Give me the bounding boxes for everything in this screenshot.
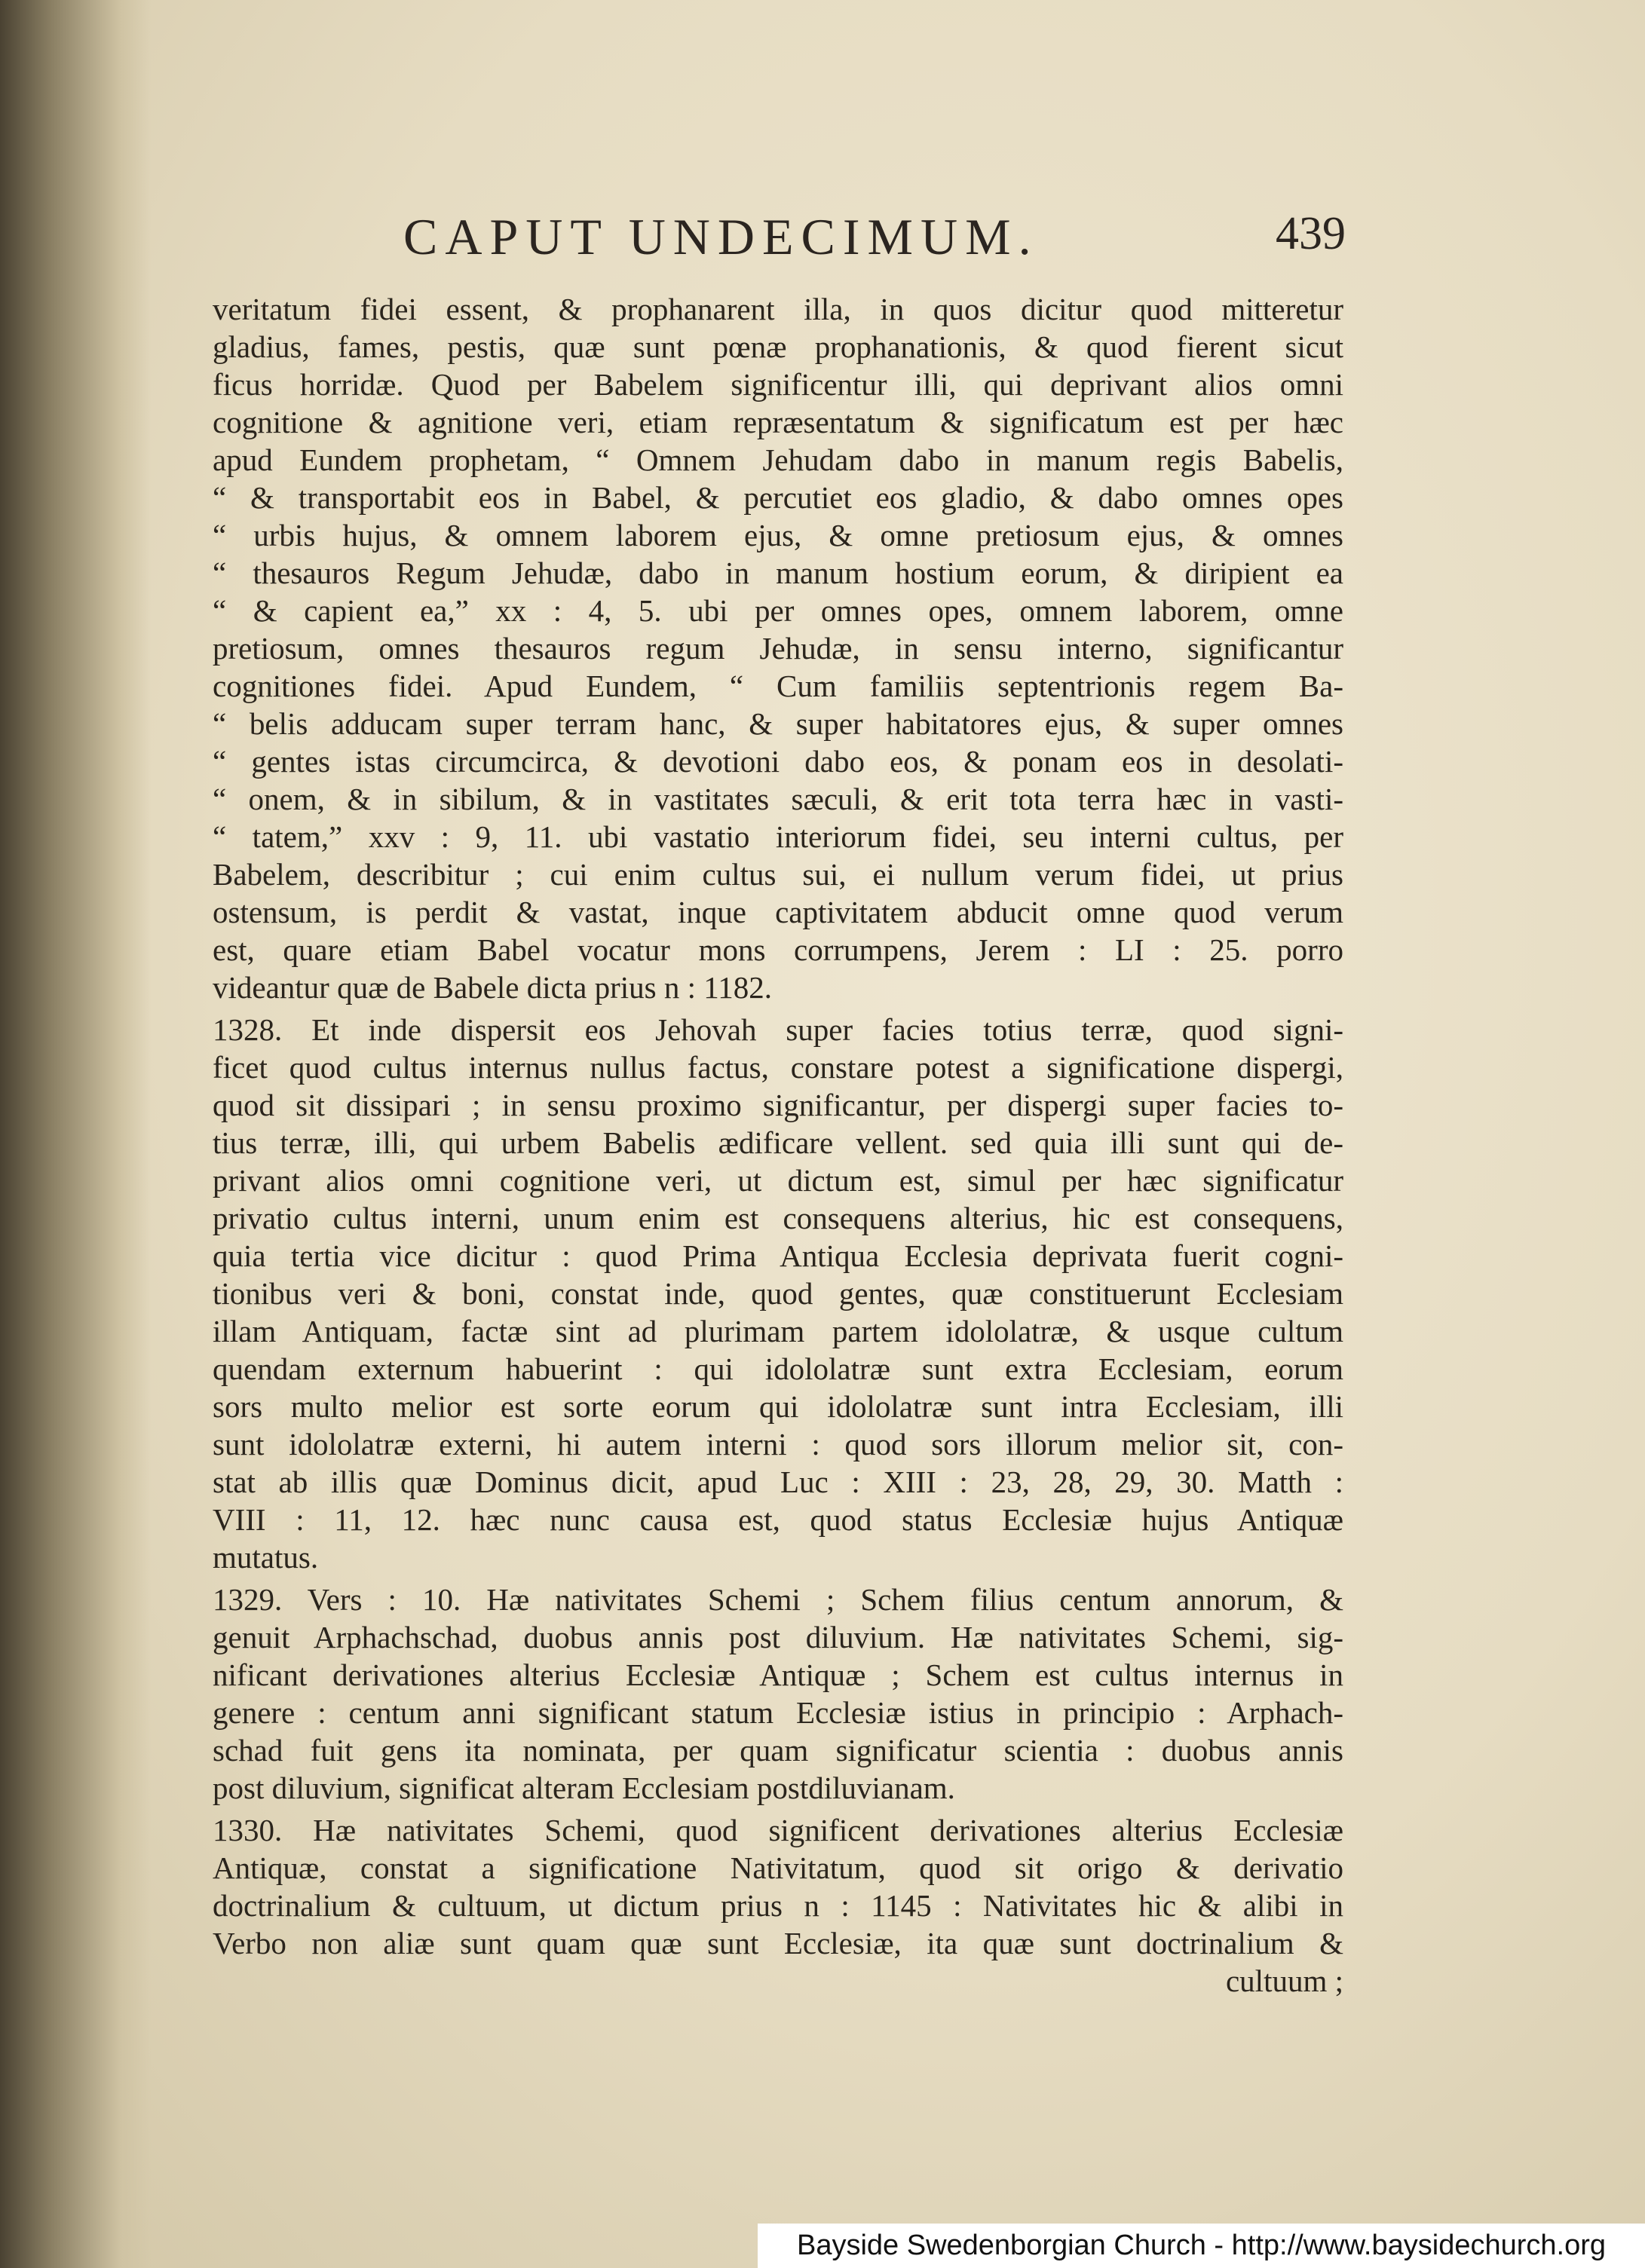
text-line: quendam externum habuerint : qui idololatræ sunt extra Ecclesiam, eorum <box>213 1351 1343 1386</box>
watermark-banner: Bayside Swedenborgian Church - http://www.baysidechurch.org <box>758 2224 1645 2268</box>
text-line: quia tertia vice dicitur : quod Prima Antiqua Ecclesia deprivata fuerit cogni- <box>213 1238 1343 1273</box>
text-line: 1328. Et inde dispersit eos Jehovah super facies totius terræ, quod signi- <box>213 1012 1343 1047</box>
text-line: apud Eundem prophetam, “ Omnem Jehudam dabo in manum regis Babelis, <box>213 442 1343 477</box>
catchword-line: cultuum ; <box>1225 1963 1343 1998</box>
text-line: “ & transportabit eos in Babel, & percutiet eos gladio, & dabo omnes opes <box>213 480 1343 515</box>
text-line: “ belis adducam super terram hanc, & super habitatores ejus, & super omnes <box>213 706 1343 741</box>
text-line: “ thesauros Regum Jehudæ, dabo in manum hostium eorum, & diripient ea <box>213 556 1343 590</box>
text-line: veritatum fidei essent, & prophanarent illa, in quos dicitur quod mitteretur <box>213 292 1343 326</box>
text-line: “ tatem,” xxv : 9, 11. ubi vastatio interiorum fidei, seu interni cultus, per <box>213 819 1343 854</box>
text-line: “ & capient ea,” xx : 4, 5. ubi per omnes opes, omnem laborem, omne <box>213 593 1343 628</box>
text-line: doctrinalium & cultuum, ut dictum prius n : 1145 : Nativitates hic & alibi in <box>213 1888 1343 1923</box>
text-line: sors multo melior est sorte eorum qui idololatræ sunt intra Ecclesiam, illi <box>213 1389 1343 1424</box>
text-line: cognitiones fidei. Apud Eundem, “ Cum familiis septentrionis regem Ba- <box>213 669 1343 703</box>
text-line: cognitione & agnitione veri, etiam repræsentatum & significatum est per hæc <box>213 405 1343 439</box>
text-line: est, quare etiam Babel vocatur mons corrumpens, Jerem : LI : 25. porro <box>213 932 1343 967</box>
text-line: ficet quod cultus internus nullus factus, constare potest a significatione dispergi, <box>213 1050 1343 1085</box>
text-line: tius terræ, illi, qui urbem Babelis ædificare vellent. sed quia illi sunt qui de- <box>213 1125 1343 1160</box>
text-line: “ gentes istas circumcirca, & devotioni dabo eos, & ponam eos in desolati- <box>213 744 1343 779</box>
text-line: quod sit dissipari ; in sensu proximo significantur, per dispergi super facies to- <box>213 1088 1343 1122</box>
text-line: privatio cultus interni, unum enim est consequens alterius, hic est consequens, <box>213 1201 1343 1235</box>
text-line: ostensum, is perdit & vastat, inque captivitatem abducit omne quod verum <box>213 895 1343 929</box>
text-line: ficus horridæ. Quod per Babelem significentur illi, qui deprivant alios omni <box>213 367 1343 402</box>
text-line: Babelem, describitur ; cui enim cultus sui, ei nullum verum fidei, ut prius <box>213 857 1343 892</box>
text-line: videantur quæ de Babele dicta prius n : 1182. <box>213 970 773 1005</box>
text-line: tionibus veri & boni, constat inde, quod gentes, quæ constituerunt Ecclesiam <box>213 1276 1343 1311</box>
text-line: illam Antiquam, factæ sint ad plurimam partem idololatræ, & usque cultum <box>213 1314 1343 1348</box>
text-line: 1330. Hæ nativitates Schemi, quod significent derivationes alterius Ecclesiæ <box>213 1813 1343 1847</box>
text-line: sunt idololatræ externi, hi autem interni : quod sors illorum melior sit, con- <box>213 1427 1343 1461</box>
text-line: gladius, fames, pestis, quæ sunt pœnæ prophanationis, & quod fierent sicut <box>213 329 1343 364</box>
text-line: schad fuit gens ita nominata, per quam significatur scientia : duobus annis <box>213 1733 1343 1768</box>
text-line: privant alios omni cognitione veri, ut dictum est, simul per hæc significatur <box>213 1163 1343 1198</box>
text-line: “ onem, & in sibilum, & in vastitates sæculi, & erit tota terra hæc in vasti- <box>213 782 1343 816</box>
body-text <box>213 290 1343 2000</box>
text-line: post diluvium, significat alteram Ecclesiam postdiluvianam. <box>213 1771 955 1805</box>
text-line: genuit Arphachschad, duobus annis post diluvium. Hæ nativitates Schemi, sig- <box>213 1620 1343 1654</box>
text-line: Verbo non aliæ sunt quam quæ sunt Ecclesiæ, ita quæ sunt doctrinalium & <box>213 1926 1343 1960</box>
text-line: stat ab illis quæ Dominus dicit, apud Luc : XIII : 23, 28, 29, 30. Matth : <box>213 1465 1343 1499</box>
text-line: Antiquæ, constat a significatione Nativitatum, quod sit origo & derivatio <box>213 1850 1343 1885</box>
text-line: genere : centum anni significant statum Ecclesiæ istius in principio : Arphach- <box>213 1695 1343 1730</box>
running-header <box>403 207 1346 275</box>
page-gutter-shadow <box>0 0 151 2268</box>
text-line: VIII : 11, 12. hæc nunc causa est, quod status Ecclesiæ hujus Antiquæ <box>213 1502 1343 1537</box>
chapter-title: CAPUT UNDECIMUM. <box>403 208 1039 265</box>
text-line: “ urbis hujus, & omnem laborem ejus, & omne pretiosum ejus, & omnes <box>213 518 1343 552</box>
text-line: nificant derivationes alterius Ecclesiæ Antiquæ ; Schem est cultus internus in <box>213 1657 1343 1692</box>
text-line: 1329. Vers : 10. Hæ nativitates Schemi ; Schem filius centum annorum, & <box>213 1582 1343 1617</box>
text-line: mutatus. <box>213 1540 319 1575</box>
text-line: pretiosum, omnes thesauros regum Jehudæ, in sensu interno, significantur <box>213 631 1343 666</box>
page-number: 439 <box>1276 208 1346 259</box>
